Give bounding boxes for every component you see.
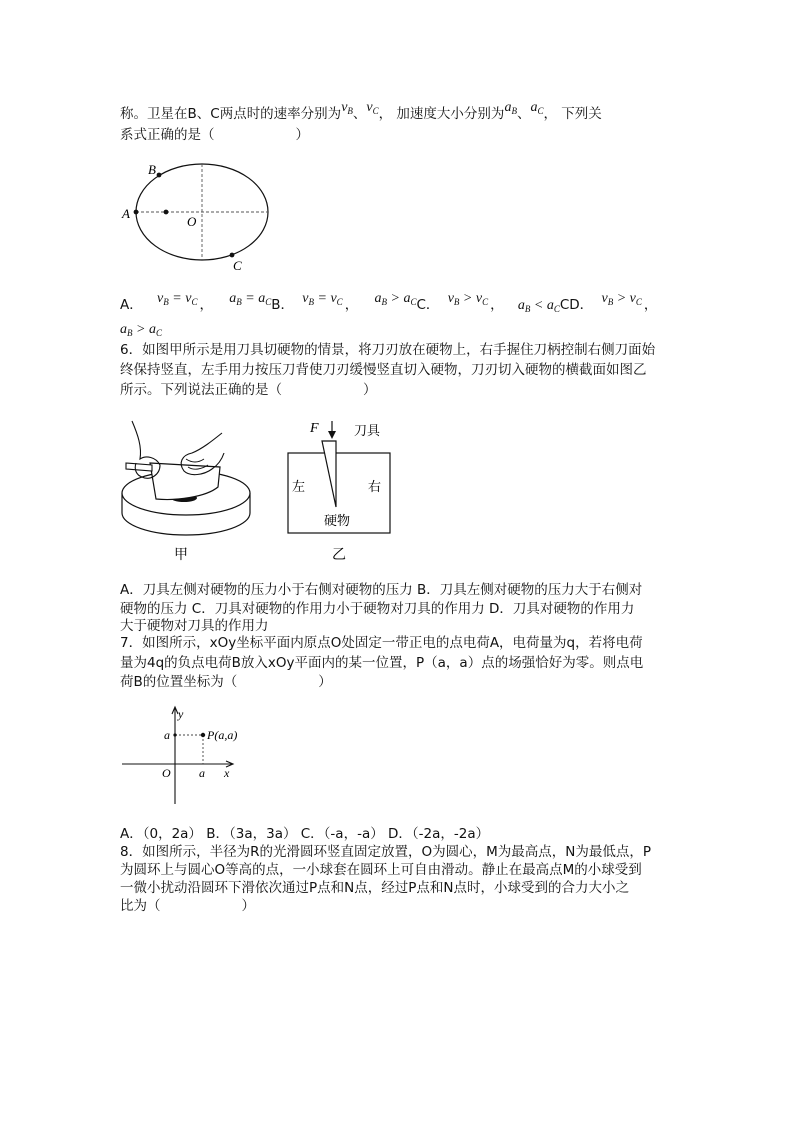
q5-option-a-eq1: $v_B = v_C$ xyxy=(157,291,198,307)
q5-option-d-eq1: $v_B > v_C$ xyxy=(601,291,642,307)
label-o: O xyxy=(162,766,171,780)
q5-option-a-eq2: $a_B = a_C$ xyxy=(229,291,272,307)
point-p-dot xyxy=(201,733,205,737)
math-a-b: $a_B$ xyxy=(504,100,517,116)
sep: ， xyxy=(490,297,504,313)
q8-stem-line-4: 比为（ ） xyxy=(120,898,255,914)
fig-label-jia: 甲 xyxy=(174,548,188,563)
q6-stem-line-3: 所示。下列说法正确的是（ ） xyxy=(120,382,377,398)
point-a-dot xyxy=(134,210,139,215)
fig-label-yi: 乙 xyxy=(332,548,346,563)
force-arrow-head xyxy=(328,431,336,439)
q8-stem-line-2: 为圆环上与圆心O等高的点，一小球套在圆环上可自由滑动。静止在最高点M的小球受到 xyxy=(120,862,642,878)
label-a: A xyxy=(122,206,130,221)
label-a-x: a xyxy=(199,766,205,780)
label-right: 右 xyxy=(368,479,382,494)
sep: ， xyxy=(344,297,359,313)
q7-stem-line-2: 量为4q的负点电荷B放入xOy平面内的某一位置，P（a，a）点的场强恰好为零。则点电 xyxy=(120,655,644,671)
knife-label: 刀具 xyxy=(354,423,381,438)
q7-stem-line-1: 7．如图所示，xOy坐标平面内原点O处固定一带正电的点电荷A，电荷量为q，若将电荷 xyxy=(120,635,643,651)
q5-options-line-2 xyxy=(120,320,162,342)
q5-option-d-label: CD． xyxy=(559,297,594,313)
math-a-c: $a_C$ xyxy=(530,100,544,116)
knife-handle-shape xyxy=(126,463,152,471)
q6-figure-yi-cross-section xyxy=(284,415,404,565)
label-p: P(a,a) xyxy=(207,728,238,742)
q5-stem-line-2: 系式正确的是（ ） xyxy=(120,127,309,143)
q5-ellipse-figure xyxy=(118,158,278,278)
point-c-dot xyxy=(230,253,235,258)
math-v-b: $v_B$ xyxy=(341,100,353,116)
q5-option-c-label: C． xyxy=(416,297,440,313)
q5-stem-text-e: ， 下列关 xyxy=(543,106,602,122)
label-b: B xyxy=(148,162,156,177)
q7-stem-line-3: 荷B的位置坐标为（ ） xyxy=(120,674,332,690)
q6-stem-line-1: 6．如图甲所示是用刀具切硬物的情景，将刀刃放在硬物上，右手握住刀柄控制右侧刀面始 xyxy=(120,342,656,358)
sep: ， xyxy=(199,297,213,313)
q5-stem-line-1 xyxy=(120,100,602,127)
q6-options-line-1: A．刀具左侧对硬物的压力小于右侧对硬物的压力 B．刀具左侧对硬物的压力大于右侧对 xyxy=(120,582,643,598)
q5-stem-text-a: 称。卫星在B、C两点时的速率分别为 xyxy=(120,106,342,122)
q5-option-c-eq1: $v_B > v_C$ xyxy=(447,291,489,307)
label-x: x xyxy=(224,766,230,780)
point-b-dot xyxy=(157,173,162,178)
q6-options-line-2: 硬物的压力 C．刀具对硬物的作用力小于硬物对刀具的作用力 D．刀具对硬物的作用力 xyxy=(120,601,635,617)
q6-stem-line-2: 终保持竖直，左手用力按压刀背使刀刃缓慢竖直切入硬物，刀刃切入硬物的横截面如图乙 xyxy=(120,362,647,378)
q8-stem-line-1: 8．如图所示，半径为R的光滑圆环竖直固定放置，O为圆心，M为最高点，N为最低点，P xyxy=(120,844,651,860)
force-label-f: F xyxy=(310,421,319,436)
focus-dot xyxy=(164,210,169,215)
q5-stem-text-d: 、 xyxy=(516,106,531,122)
label-hard-object: 硬物 xyxy=(324,513,351,528)
q6-figure-jia-cutting-illustration xyxy=(116,415,256,565)
q5-option-c-eq2: $a_B < a_C$ xyxy=(517,298,560,314)
label-y: y xyxy=(178,707,184,721)
q7-options-line: A．（0，2a） B．（3a，3a） C．（-a，-a） D．（-2a，-2a） xyxy=(120,826,490,842)
label-left: 左 xyxy=(292,479,306,494)
math-v-c: $v_C$ xyxy=(366,100,379,116)
q5-option-a-label: A． xyxy=(120,297,143,313)
q5-stem-text-b: 、 xyxy=(352,106,367,122)
sep: ， xyxy=(643,297,658,313)
q5-options-line-1 xyxy=(120,291,658,318)
q5-stem-text-c: ， 加速度大小分别为 xyxy=(378,106,505,122)
label-a-y: a xyxy=(164,728,170,742)
q5-option-b-eq1: $v_B = v_C$ xyxy=(302,291,343,307)
point-a-y-dot xyxy=(173,733,176,736)
label-c: C xyxy=(233,258,242,273)
q6-options-line-3: 大于硬物对刀具的作用力 xyxy=(120,618,269,634)
q8-stem-line-3: 一微小扰动沿圆环下滑依次通过P点和N点，经过P点和N点时，小球受到的合力大小之 xyxy=(120,880,629,896)
label-o: O xyxy=(187,214,197,229)
q5-option-b-label: B． xyxy=(271,297,294,313)
q5-option-d-eq2: $a_B > a_C$ xyxy=(120,322,162,338)
q5-option-b-eq2: $a_B > a_C$ xyxy=(374,291,417,307)
q7-coordinate-figure xyxy=(120,704,250,814)
